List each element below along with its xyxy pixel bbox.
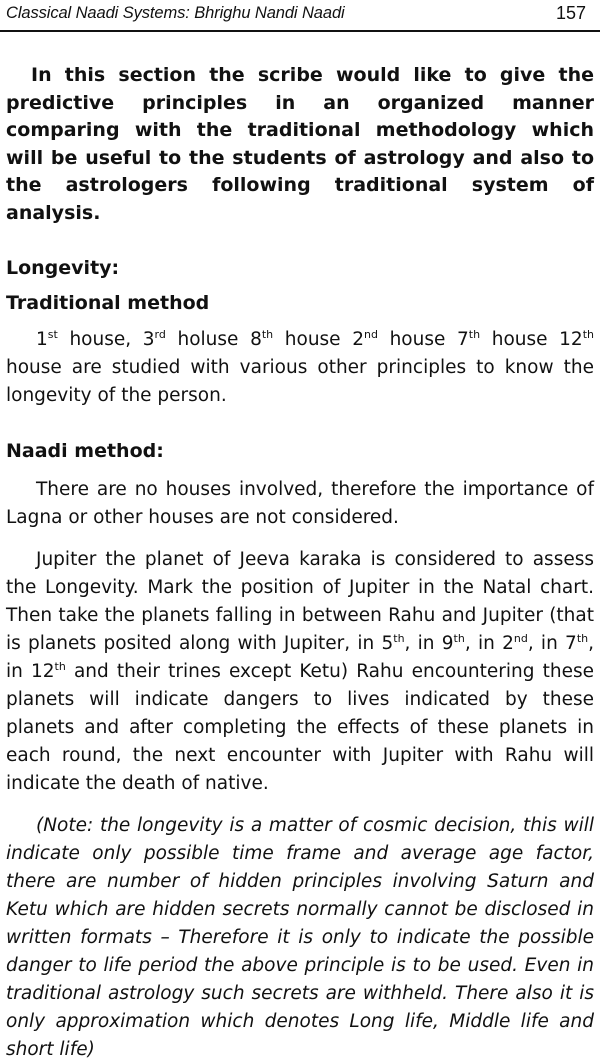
heading-longevity: Longevity: [6, 257, 120, 279]
intro-paragraph: In this section the scribe would like to give the predictive principles in an organized manner comparing with the traditional methodology which will be useful to the students of astrology and also to the astrologers following traditional system of analysis. [6, 64, 594, 224]
naadi-paragraph-houses: There are no houses involved, therefore the importance of Lagna or other houses are not considered. [6, 479, 594, 528]
heading-naadi-method: Naadi method: [6, 440, 164, 462]
page-number: 157 [555, 3, 586, 23]
page-header [0, 0, 600, 36]
page-body [6, 62, 594, 1064]
heading-traditional-method: Traditional method [6, 292, 210, 314]
header-rule [0, 30, 600, 32]
traditional-method-paragraph: 1st house, 3rd holuse 8th house 2nd house 7th house 12th house are studied with various other principles to know the longevity of the person. [6, 328, 594, 406]
note-paragraph: (Note: the longevity is a matter of cosmic decision, this will indicate only possible time frame and average age factor, there are number of hidden principles involving Saturn and Ketu which are hidden secrets normally cannot be disclosed in written formats – Therefore it is only to indicate the possible danger to life period the above principle is to be used. Even in traditional astrology such secrets are withheld. There also it is only approximation which denotes Long life, Middle life and short life) [6, 815, 594, 1060]
naadi-paragraph-jupiter: Jupiter the planet of Jeeva karaka is considered to assess the Longevity. Mark the position of Jupiter in the Natal chart. Then take the planets falling in between Rahu and Jupiter (that is planets posited along with Jupiter, in 5th, in 9th, in 2nd, in 7th, in 12th and their trines except Ketu) Rahu encountering these planets will indicate dangers to lives indicated by these planets and after completing the effects of these planets in each round, the next encounter with Jupiter with Rahu will indicate the death of native. [6, 549, 594, 794]
running-title: Classical Naadi Systems: Bhrighu Nandi Naadi [6, 4, 345, 22]
